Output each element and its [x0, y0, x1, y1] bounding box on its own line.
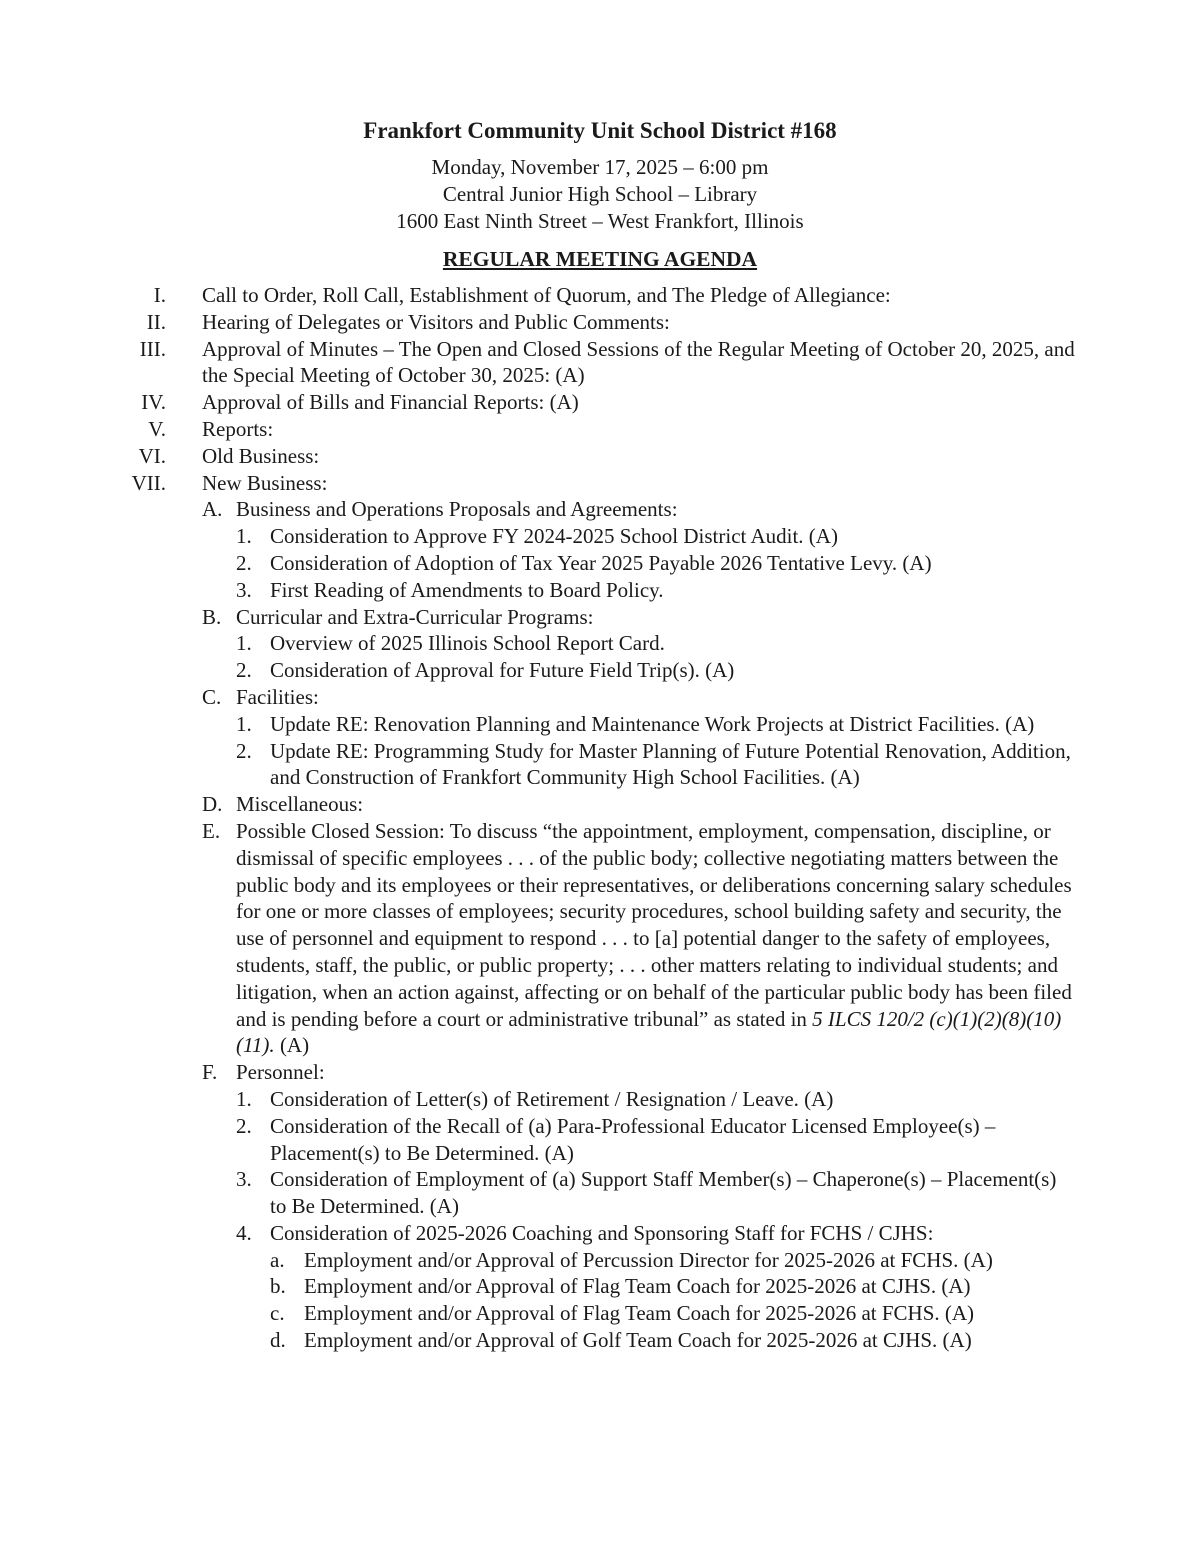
sub-item: [236, 1086, 1076, 1113]
sub-item-text: Consideration to Approve FY 2024-2025 School District Audit. (A): [270, 524, 838, 549]
section-text: [236, 818, 1082, 1059]
section-text: Personnel:: [236, 1060, 325, 1085]
sub-item-text: First Reading of Amendments to Board Policy.: [270, 577, 664, 602]
coaching-item-text: Employment and/or Approval of Flag Team Coach for 2025-2026 at CJHS. (A): [304, 1274, 971, 1299]
action-marker: (A): [279, 1033, 310, 1058]
coaching-item-label: d.: [270, 1328, 286, 1353]
agenda-item: [0, 470, 1200, 497]
closed-session-section: [202, 818, 1082, 1059]
agenda-item: [0, 443, 1200, 470]
coaching-item-text: Employment and/or Approval of Percussion Director for 2025-2026 at FCHS. (A): [304, 1247, 993, 1272]
sub-item-text: Consideration of Adoption of Tax Year 2025 Payable 2026 Tentative Levy. (A): [270, 550, 932, 575]
sub-item: [236, 1113, 1076, 1167]
item-number: VII.: [131, 470, 166, 495]
sub-item: [236, 711, 1076, 738]
item-text: Reports:: [202, 416, 274, 441]
sub-item-text: Update RE: Renovation Planning and Maintenance Work Projects at District Facilities. (A): [270, 711, 1035, 736]
agenda-item: [0, 336, 1200, 390]
agenda-item: [0, 416, 1200, 443]
coaching-item-text: Employment and/or Approval of Golf Team Coach for 2025-2026 at CJHS. (A): [304, 1328, 972, 1353]
section-label: B.: [202, 604, 222, 629]
sub-item: [236, 1220, 1076, 1247]
sub-item-text: Consideration of Approval for Future Field Trip(s). (A): [270, 658, 735, 683]
coaching-item: [270, 1327, 1070, 1354]
sub-item: [236, 657, 1076, 684]
section-label: E.: [202, 818, 221, 843]
section-label: F.: [202, 1060, 218, 1085]
sub-item-label: 1.: [236, 524, 252, 549]
coaching-item: [270, 1300, 1070, 1327]
sub-item: [236, 738, 1076, 792]
sub-item-text: Consideration of Employment of (a) Support Staff Member(s) – Chaperone(s) – Placement(s) to Be Determined. (A): [270, 1167, 1057, 1219]
section-label: C.: [202, 684, 222, 709]
coaching-item-text: Employment and/or Approval of Flag Team Coach for 2025-2026 at FCHS. (A): [304, 1301, 975, 1326]
document-header: [0, 116, 1200, 235]
meeting-location: Central Junior High School – Library: [442, 182, 758, 206]
coaching-item-label: c.: [270, 1301, 285, 1326]
item-number: IV.: [141, 390, 166, 415]
item-text: New Business:: [202, 470, 328, 495]
item-text: Old Business:: [202, 443, 320, 468]
sub-item-text: Overview of 2025 Illinois School Report Card.: [270, 631, 665, 656]
coaching-item: [270, 1247, 1070, 1274]
item-number: VI.: [138, 443, 166, 468]
sub-item-label: 4.: [236, 1220, 252, 1245]
sub-item-label: 1.: [236, 631, 252, 656]
agenda-item: [0, 389, 1200, 416]
new-business-section: [202, 684, 1082, 711]
sub-item-label: 2.: [236, 658, 252, 683]
sub-item: [236, 550, 1076, 577]
section-label: A.: [202, 497, 223, 522]
section-text: Miscellaneous:: [236, 792, 364, 817]
sub-item-text: Consideration of 2025-2026 Coaching and Sponsoring Staff for FCHS / CJHS:: [270, 1220, 934, 1245]
sub-item: [236, 523, 1076, 550]
agenda-title: REGULAR MEETING AGENDA: [442, 247, 758, 271]
district-title: Frankfort Community Unit School District #168: [363, 118, 837, 143]
coaching-item: [270, 1273, 1070, 1300]
sub-item-text: Consideration of the Recall of (a) Para-Professional Educator Licensed Employee(s) – Placement(s) to Be Determined. (A): [270, 1113, 996, 1165]
sub-item: [236, 577, 1076, 604]
item-number: II.: [146, 309, 166, 334]
statute-citation: 5 ILCS 120/2 (c)(1)(2)(8)(10)(11).: [236, 1006, 1062, 1058]
new-business-section: [202, 1059, 1082, 1086]
item-number: V.: [148, 416, 166, 441]
coaching-item-label: b.: [270, 1274, 286, 1299]
item-text: Approval of Minutes – The Open and Closed Sessions of the Regular Meeting of October 20, 2025, and the Special Meeting of October 30, 2025: (A): [202, 336, 1075, 388]
agenda-list: [0, 282, 1200, 1354]
agenda-item: [0, 282, 1200, 309]
sub-item-label: 1.: [236, 711, 252, 736]
section-text: Facilities:: [236, 684, 319, 709]
sub-item-label: 1.: [236, 1086, 252, 1111]
item-number: III.: [139, 336, 166, 361]
meeting-date: Monday, November 17, 2025 – 6:00 pm: [431, 155, 769, 179]
section-text: Curricular and Extra-Curricular Programs:: [236, 604, 594, 629]
sub-item-label: 2.: [236, 550, 252, 575]
sub-item: [236, 630, 1076, 657]
item-text: Approval of Bills and Financial Reports: (A): [202, 390, 579, 415]
new-business-section: [202, 604, 1082, 631]
sub-item-text: Consideration of Letter(s) of Retirement / Resignation / Leave. (A): [270, 1086, 834, 1111]
item-text: Hearing of Delegates or Visitors and Public Comments:: [202, 309, 670, 334]
new-business-section: [202, 791, 1082, 818]
sub-item-label: 3.: [236, 577, 252, 602]
section-text: Business and Operations Proposals and Agreements:: [236, 497, 678, 522]
sub-item-text: Update RE: Programming Study for Master Planning of Future Potential Renovation, Addition, and Construction of Frankfort Community High School Facilities. (A): [270, 738, 1071, 790]
agenda-item: [0, 309, 1200, 336]
sub-item-label: 3.: [236, 1167, 252, 1192]
sub-item-label: 2.: [236, 738, 252, 763]
sub-item: [236, 1166, 1076, 1220]
item-text: Call to Order, Roll Call, Establishment of Quorum, and The Pledge of Allegiance:: [202, 283, 891, 307]
closed-session-text: Possible Closed Session: To discuss “the appointment, employment, compensation, discipline, or dismissal of specific employees . . . of the public body; collective negotiating matters between the public body and its employees or their representatives, or deliberations concerning salary schedules for one or more classes of employees; security procedures, school building safety and security, the use of personnel and equipment to respond . . . to [a] potential danger to the safety of employees, students, staff, the public, or public property; . . . other matters relating to individual students; and litigation, when an action against, affecting or on behalf of the particular public body has been filed and is pending before a court or administrative tribunal” as stated in: [236, 818, 1072, 1031]
coaching-item-label: a.: [270, 1247, 285, 1272]
new-business-section: [202, 496, 1082, 523]
section-label: D.: [202, 792, 223, 817]
item-number: I.: [153, 283, 166, 307]
meeting-address: 1600 East Ninth Street – West Frankfort, Illinois: [396, 209, 804, 233]
sub-item-label: 2.: [236, 1113, 252, 1138]
